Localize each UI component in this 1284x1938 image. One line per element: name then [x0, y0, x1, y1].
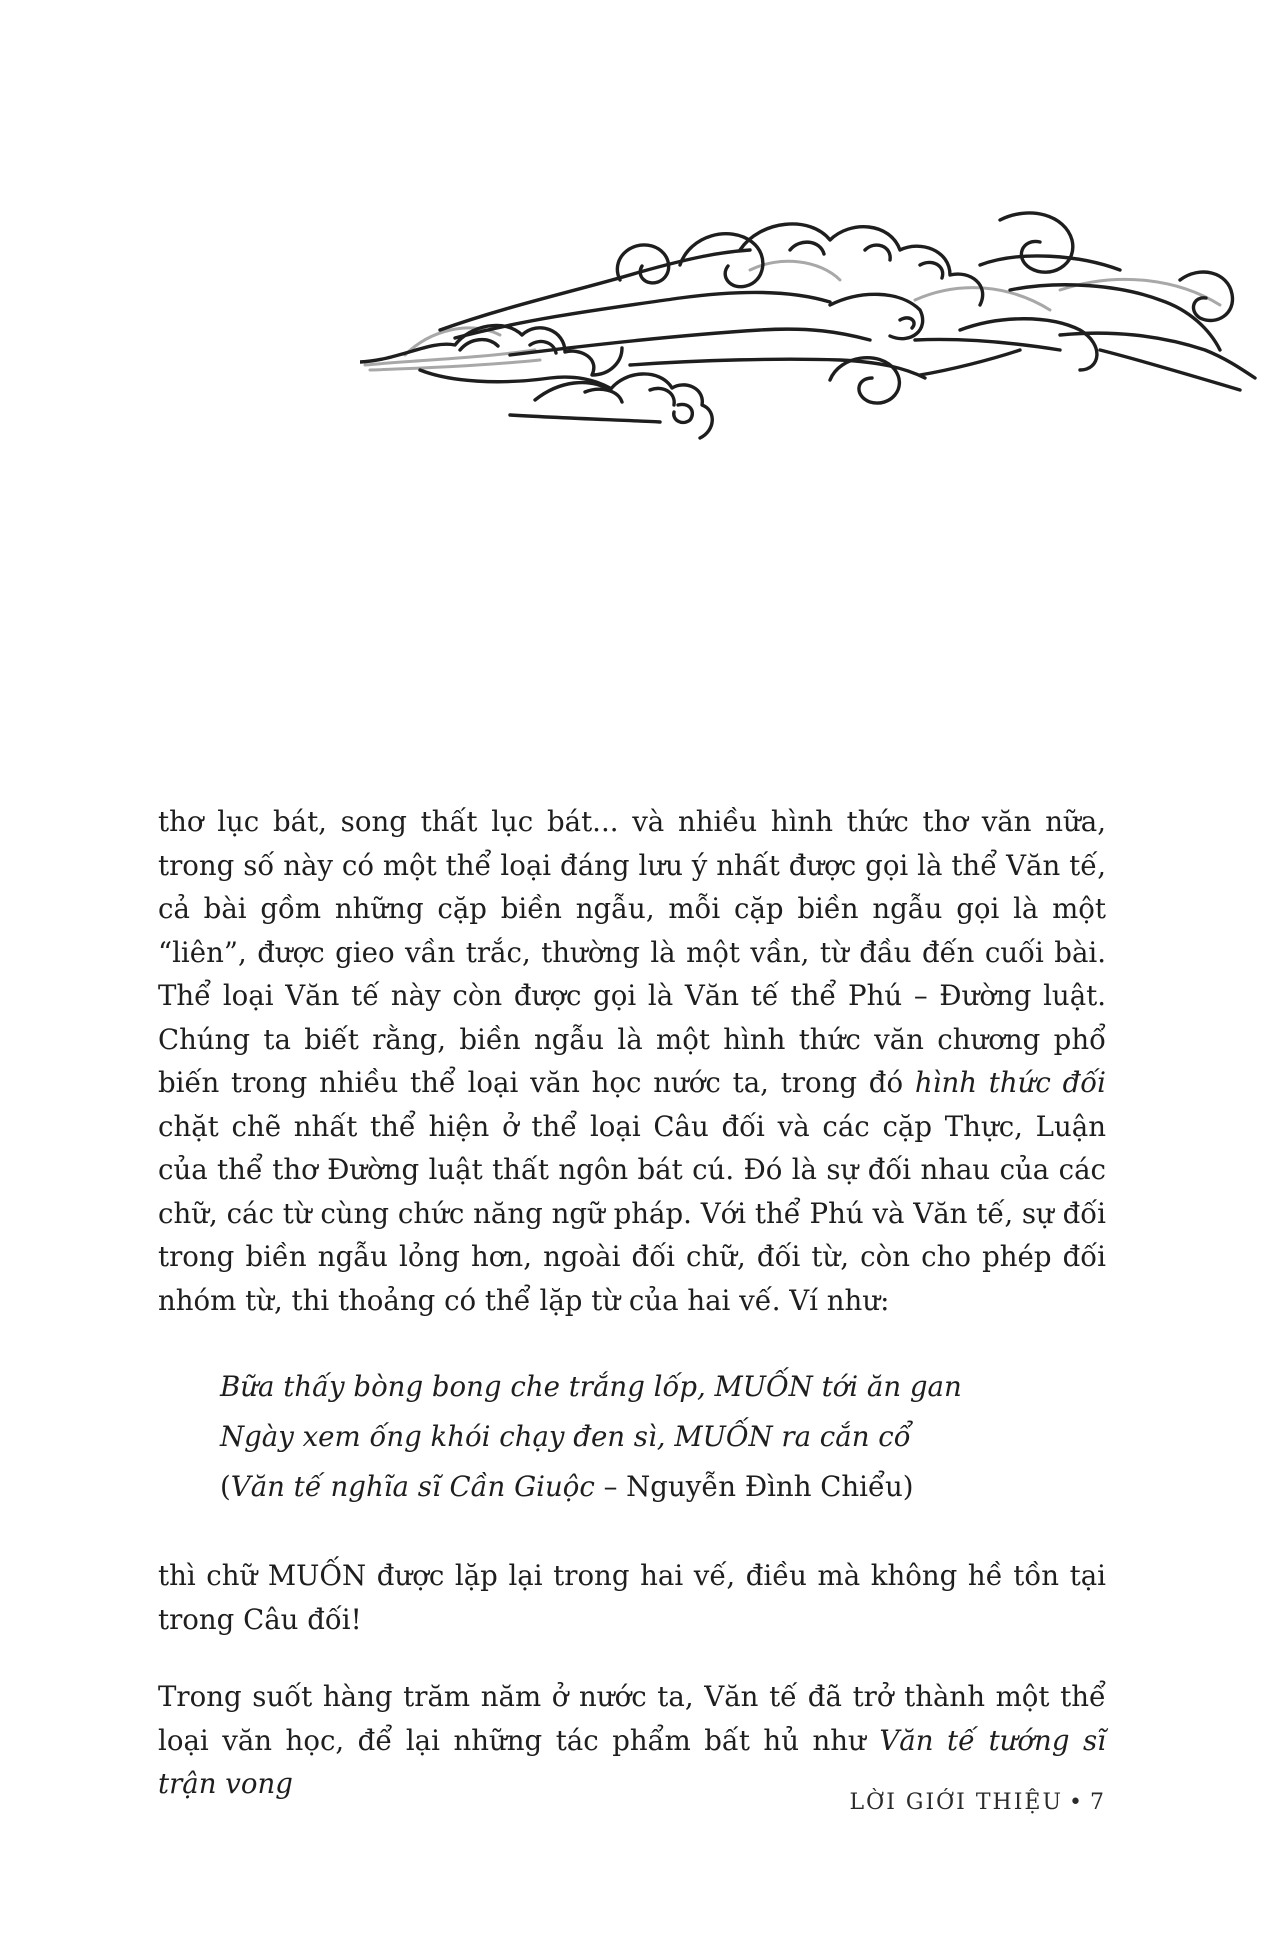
- citation-title: Văn tế nghĩa sĩ Cần Giuộc: [230, 1470, 595, 1503]
- section-title: LỜI GIỚI THIỆU: [849, 1790, 1064, 1815]
- paragraph-3-text: Trong suốt hàng trăm năm ở nước ta, Văn tế đã trở thành một thể loại văn học, để lại những tác phẩm bất hủ như: [158, 1680, 1106, 1757]
- paragraph-2: thì chữ MUỐN được lặp lại trong hai vế, điều mà không hề tồn tại trong Câu đối!: [158, 1559, 1106, 1636]
- citation-author: – Nguyễn Đình Chiểu): [594, 1470, 914, 1503]
- body-text: [158, 800, 1106, 1806]
- paragraph-1-text-b: chặt chẽ nhất thể hiện ở thể loại Câu đối và các cặp Thực, Luận của thể thơ Đường luật thất ngôn bát cú. Đó là sự đối nhau của các chữ, các từ cùng chức năng ngữ pháp. Với thể Phú và Văn tế, sự đối trong biền ngẫu lỏng hơn, ngoài đối chữ, đối từ, còn cho phép đối nhóm từ, thi thoảng có thể lặp từ của hai vế. Ví như:: [158, 1109, 1106, 1317]
- citation-open-paren: (: [220, 1470, 231, 1503]
- verse-citation: [220, 1462, 1106, 1512]
- paragraph-1-text-a: thơ lục bát, song thất lục bát... và nhiều hình thức thơ văn nữa, trong số này có một thể loại đáng lưu ý nhất được gọi là thể Văn tế, cả bài gồm những cặp biền ngẫu, mỗi cặp biền ngẫu gọi là một “liên”, được gieo vần trắc, thường là một vần, từ đầu đến cuối bài. Thể loại Văn tế này còn được gọi là Văn tế thể Phú – Đường luật. Chúng ta biết rằng, biền ngẫu là một hình thức văn chương phổ biến trong nhiều thể loại văn học nước ta, trong đó: [158, 805, 1106, 1099]
- paragraph-3-italic: Văn tế tướng sĩ trận vong: [158, 1723, 1106, 1800]
- page-footer: [850, 1790, 1106, 1815]
- footer-separator: •: [1069, 1790, 1084, 1815]
- verse-quote: [220, 1362, 1106, 1512]
- paragraph-3: [158, 1675, 1106, 1806]
- paragraph-1-italic: hình thức đối: [914, 1066, 1106, 1099]
- verse-line-2: Ngày xem ống khói chạy đen sì, MUỐN ra cắn cổ: [220, 1420, 911, 1453]
- verse-line-1: Bữa thấy bòng bong che trắng lốp, MUỐN tới ăn gan: [220, 1370, 962, 1403]
- page-number: 7: [1090, 1790, 1106, 1815]
- cloud-illustration: [360, 210, 1260, 460]
- paragraph-1: [158, 800, 1106, 1322]
